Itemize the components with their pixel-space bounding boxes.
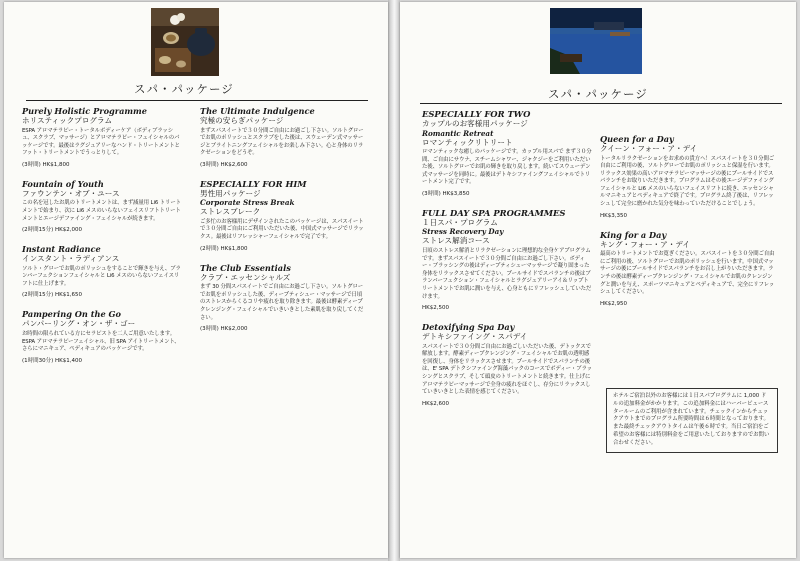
page-title: スパ・パッケージ — [134, 82, 234, 96]
package-price: (2時間15分) HK$2,000 — [22, 227, 83, 234]
package-name-jp: クラブ・エッセンシャルズ — [200, 272, 291, 282]
package-price: (2時間) HK$1,800 — [200, 245, 248, 252]
binding-gutter — [388, 0, 400, 561]
section-heading-jp: 男性用パッケージ — [200, 188, 261, 198]
package-item — [600, 134, 776, 220]
package-description: まずスパスイートで３０分間ご自由にお過ごし下さい。ソルトグローでお肌のポリッシュとスクラブをした後は、スウェーデン式マッサージとブライトニングフェイシャルをお楽しみ下さい。心と身体のリラクゼーションをどうぞ。 — [200, 127, 364, 157]
package-price: HK$2,500 — [422, 305, 449, 312]
package-name-jp: ファウンテン・オブ・ユース — [22, 188, 120, 198]
package-price: HK$2,950 — [600, 300, 627, 307]
package-description: ロマンティックな癒しのパッケージです。カップル用スパで まず３０分間、ご自由にサウナ、スチームシャワー、ジャクジーをご利用いただいた後、ソルトグローでお肌の輝きを取り戻します。続いてスウェーデン式マッサージを同時に。最後はデトキシファイングフェイシャルでトリートメント完了です。 — [422, 149, 592, 186]
package-item — [22, 244, 182, 299]
package-description: トータルリラクゼーションをお求めの貴方へ！スパスイートを３０分間ご自由にご利用の後、ソルトグローでお肌のポリッシュと保湿を行います。リラックス効果の高いアロマテラピーマッサージの後にプールサイドでスパランチをお取りいただきます。プログラムはその後エージデファイングフェイシャルと Li6 メスのいらないフェイスリフトに続き、エッセンシャルマニキュアとペディキュアで終了です。プログラム終了後は、リフレッシュして完全に磨かれた気分を味わっていただけることでしょう。 — [600, 155, 775, 208]
package-name-jp: 究極の安らぎパッケージ — [200, 116, 284, 125]
package-name-jp: デトキシファイング・スパデイ — [422, 332, 528, 342]
left-column-2 — [200, 106, 366, 343]
package-name-jp: ストレスブレーク — [200, 207, 261, 217]
package-description: 日頃のストレス解消とリラクゼーションに理想的な全身ケアプログラムです。まずスパスイートで３０分間ご自由にお過ごし下さい。ボディー・ブラッシングの後はディープティシューマッサージで凝り固まった身体をリラックスさせてください。プールサイドでスパランチの後はブランバーフェクション・フェイシャルとラグジュアリーアイ＆リップトリートメントでお肌に潤いを与え、心身ともにリフレッシュしていただけます。 — [422, 247, 592, 300]
package-price: HK$3,350 — [600, 212, 627, 219]
right-column-2 — [600, 134, 776, 318]
title-rule — [420, 103, 782, 104]
package-name-en: The Ultimate Indulgence — [200, 106, 315, 116]
seaside-photo — [550, 8, 642, 74]
package-name-en: The Club Essentials — [200, 262, 291, 273]
package-item — [422, 227, 592, 312]
package-price: (2時間15分) HK$1,650 — [22, 292, 83, 299]
package-item — [22, 179, 182, 234]
package-name-en: Purely Holistic Programme — [22, 106, 147, 116]
package-name-en: Pampering On the Go — [22, 309, 121, 320]
package-item — [422, 322, 592, 408]
package-item — [200, 263, 366, 333]
package-name-en: Corporate Stress Break — [200, 198, 295, 208]
section-heading: ESPECIALLY FOR HIM — [200, 178, 307, 189]
section-heading: ESPECIALLY FOR TWO — [422, 109, 531, 119]
package-name-jp: キング・フォー・ア・デイ — [600, 239, 690, 249]
package-item — [22, 106, 182, 169]
package-name-jp: ストレス解消コース — [422, 236, 490, 246]
package-price: HK$2,600 — [422, 400, 449, 407]
package-price: (3時間) HK$2,600 — [200, 161, 248, 168]
section-heading-jp: カップルのお客様用パッケージ — [422, 119, 528, 128]
package-name-en: Queen for a Day — [600, 134, 674, 144]
right-page — [400, 2, 796, 558]
package-description: お時間の限られている方にセラピストを二人ご用意いたします。ESPA アロマテラピーフェイシャル、旧 SPA アイトリートメント、さらにマニキュア、ペディキュアのパッケージです。 — [22, 330, 180, 353]
section-heading: FULL DAY SPA PROGRAMMES — [422, 207, 566, 218]
package-item — [422, 129, 592, 198]
package-name-jp: パンパーリング・オン・ザ・ゴー — [22, 319, 136, 329]
package-description: まず 30 分間スパスイートでご自由にお過ごし下さい。ソルトグローでお肌をポリッシュした後、ディープティシュー・マッサージで日頃のストレスからくるコリや疲れを取り除きます。最後は酵素ディープクレンジング・フェイシャルでいきいきとした素肌を取り戻してください。 — [200, 284, 364, 321]
package-description: ソルト・グローでお肌のポリッシュをすることで輝きを与え、ブランバーフェクションフェイシャルと Li6 メスのいらないフェイスリフトに仕上げます。 — [22, 265, 181, 287]
package-description: ESPA アロマテラピー・トータルボディーケア（ボディブラッシュ、スクラブ、マッサージ）とアロマテラピー・フェイシャルのパッケージです。最後はラグジュアリーなハンド・トリートメントとフット・トリートメントでうっとりして。 — [22, 127, 180, 157]
package-item — [22, 309, 182, 364]
package-item — [600, 230, 776, 308]
package-description: スパスイートで３０分間ご自由にお過ごしいただいた後、デトックスで解放します。酵素ディープクレンジング・フェイシャルでお肌の透明感を回復し、身体をリラックスさせます。プールサイドでスパランチの後は、E' SPA デトクシファイング海藻パックのコースでボディー・ブラッシングとスクラブ、そして頭皮のトリートメントと続きます。仕上げにアロマテラピーマッサージで全身の疲れをほぐし、存分にリラックスしていきいきとした表情を感じてください。 — [422, 343, 592, 396]
package-name-en: Stress Recovery Day — [422, 227, 504, 237]
left-column-1 — [22, 106, 182, 375]
left-page — [4, 2, 388, 558]
package-description: 最高のトリートメントでお寛ぎください。スパスイートを３０分間ご自由にご利用の後、ソルトグローでお肌のポリッシュを行います。中国式マッサージの後にプールサイドでスパランチをお召し上がりいただきます。ランチの後は酵素ディープクレンジング・フェイシャルでお肌のクレンジングと潤いを与え、スポーツマニキュアとペディキュアで、完全にリフレッシュしてください。 — [600, 251, 775, 296]
package-price: (1時間30分) HK$1,400 — [22, 357, 83, 364]
package-description: この名を冠したお肌のトリートメントは、まず減量用 Li6 トリートメントで始まり、次に Li6 メスのいらないフェイスリフトトリートメントとエージデファイング・フェイシャルが続きます。 — [22, 200, 181, 222]
package-name-en: Detoxifying Spa Day — [422, 322, 515, 333]
right-column-1 — [422, 109, 592, 418]
package-price: (3時間) HK$2,000 — [200, 326, 248, 333]
package-price: (3時間) HK$3,850 — [422, 190, 470, 197]
package-description: ご多忙のお客様用にデザインされたこのパッケージは、スパスイートで３０分間ご自由にご利用いただいた後、中国式マッサージでリラックス。最後はリフレッシャーフェイシャルで完了です。 — [200, 218, 364, 241]
package-name-en: Fountain of Youth — [22, 178, 104, 189]
package-name-en: King for a Day — [600, 229, 667, 240]
notice-box: ホテルご宿泊以外のお客様には１日スパプログラムに 1,000 ドルの追加料金がかかります。この追加料金にはハーバービュースタールームのご利用が含まれています。チェックインからチェックアウトまでのプログラム所要時間は６時間となっております。また最終チェックアウトタイムは午後６時です。当日ご宿泊をご希望のお客様には特別料金をご用意いたしておりますのでお問い合わせください。 — [606, 388, 778, 453]
package-item — [200, 198, 366, 252]
package-price: (3時間) HK$1,800 — [22, 161, 70, 168]
package-name-en: Instant Radiance — [22, 244, 101, 255]
package-name-en: Romantic Retreat — [422, 128, 494, 138]
package-name-jp: ロマンティックリトリート — [422, 137, 513, 147]
title-rule — [26, 100, 368, 101]
package-name-jp: クイーン・フォー・ア・デイ — [600, 144, 698, 153]
package-item — [200, 106, 366, 169]
page-title: スパ・パッケージ — [548, 87, 648, 101]
tea-set-photo — [151, 8, 219, 76]
package-name-jp: ホリスティックプログラム — [22, 116, 113, 125]
package-name-jp: インスタント・ラディアンス — [22, 254, 120, 264]
section-heading-jp: １日スパ・プログラム — [422, 217, 498, 227]
